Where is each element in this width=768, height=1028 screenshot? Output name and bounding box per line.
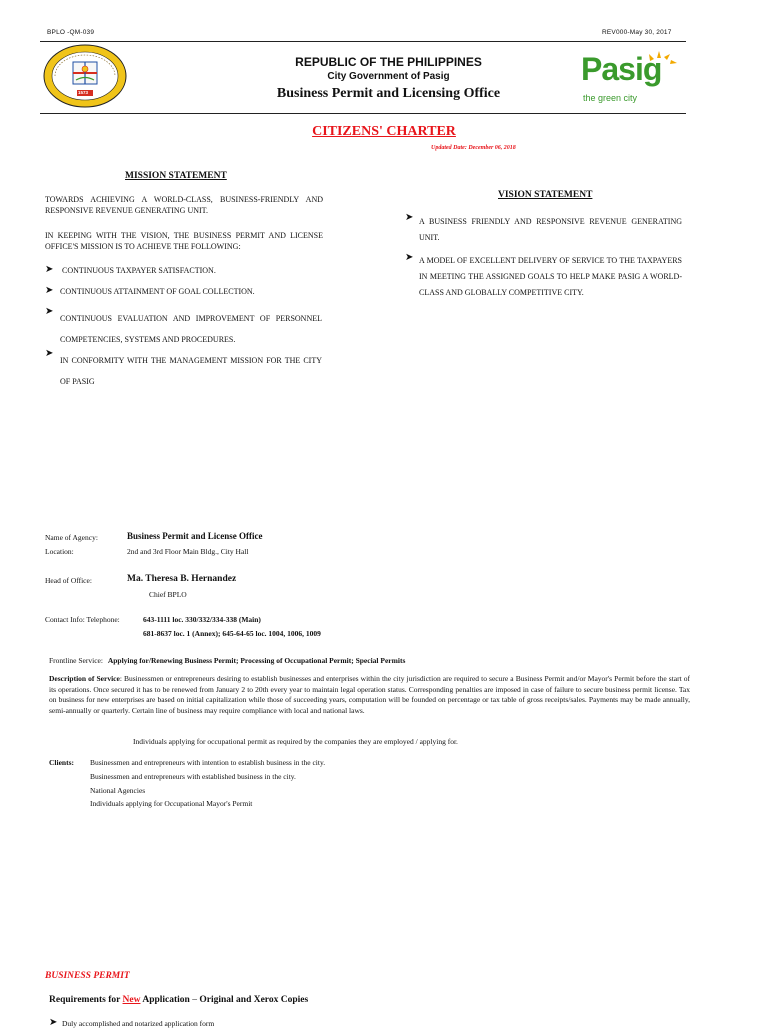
location-label: Location:: [45, 547, 74, 556]
req-suffix: Application: [140, 995, 190, 1005]
agency-name-value: Business Permit and License Office: [127, 531, 263, 541]
head-value: Ma. Theresa B. Hernandez: [127, 574, 237, 584]
mission-para-2: IN KEEPING WITH THE VISION, THE BUSINESS PERMIT AND LICENSE OFFICE'S MISSION IS TO ACHIEVE THE FOLLOWING:: [45, 231, 323, 251]
charter-title: CITIZENS' CHARTER: [312, 124, 456, 139]
city-seal: [43, 44, 127, 108]
head-title: Chief BPLO: [149, 590, 187, 599]
frontline-service: [49, 656, 405, 665]
vision-heading: VISION STATEMENT: [498, 190, 593, 200]
requirements-heading: [49, 995, 308, 1005]
contact-label: Contact Info: Telephone:: [45, 615, 120, 624]
requirement-bullet-icon: ➤: [49, 1017, 58, 1028]
req-dash: –: [189, 995, 200, 1005]
client-item: National Agencies: [90, 786, 146, 795]
req-new: New: [122, 995, 141, 1005]
vision-bullet-icon: ➤: [405, 252, 414, 263]
city-government: City Government of Pasig: [327, 71, 450, 82]
vision-item-2: A MODEL OF EXCELLENT DELIVERY OF SERVICE TO THE TAXPAYERS IN MEETING THE ASSIGNED GOALS TO HELP MAKE PASIG A WORLD-CLASS AND GLOBALLY COMPETITIVE CITY.: [419, 256, 682, 297]
vision-bullet-icon: ➤: [405, 212, 414, 223]
office-name: Business Permit and Licensing Office: [276, 86, 501, 101]
mission-item-2: CONTINUOUS ATTAINMENT OF GOAL COLLECTION.: [60, 287, 255, 296]
logo-tagline: the green city: [583, 93, 638, 103]
republic-heading: REPUBLIC OF THE PHILIPPINES: [295, 55, 482, 69]
doc-code-right: REV000-May 30, 2017: [602, 29, 672, 36]
description-of-service: [49, 674, 690, 716]
requirement-item: Duly accomplished and notarized application form: [62, 1019, 215, 1028]
mission-para-1: TOWARDS ACHIEVING A WORLD-CLASS, BUSINESS-FRIENDLY AND RESPONSIVE REVENUE GENERATING UNIT.: [45, 195, 323, 215]
mission-item-4: IN CONFORMITY WITH THE MANAGEMENT MISSION FOR THE CITY OF PASIG: [60, 356, 322, 386]
frontline-value: Applying for/Renewing Business Permit; Processing of Occupational Permit; Special Permits: [107, 656, 406, 665]
business-permit-heading: BUSINESS PERMIT: [45, 971, 130, 981]
doc-code-left: BPLO -QM-039: [47, 29, 95, 36]
description-extra: Individuals applying for occupational permit as required by the companies they are employed / applying for.: [133, 737, 458, 746]
agency-name-label: Name of Agency:: [45, 533, 98, 542]
contact-line-2: 681-8637 loc. 1 (Annex); 645-64-65 loc. 1004, 1006, 1009: [143, 629, 321, 638]
updated-date: Updated Date: December 06, 2018: [431, 145, 516, 151]
mission-item-1: CONTINUOUS TAXPAYER SATISFACTION.: [62, 266, 216, 275]
description-text: : Businessmen or entrepreneurs desiring to establish businesses and enterprises within the city jurisdiction are required to secure a Business Permit and/or Mayor's Permit before the start of its operations. Once secured it has to be renewed from January 2 to 20th every year to maintain legal operation status. Corresponding penalties are imposed in case of failure to secure business permit license. Tax on business for new enterprises are based on initial capitalization while those of succeeding years, computation will be founded on percentage or tax table of gross receipts/sales. Payments may be made annually, semi-annually or quarterly. Certain line of business may require compliance with local and national laws.: [49, 674, 690, 715]
client-item: Businessmen and entrepreneurs with intention to establish business in the city.: [90, 758, 326, 767]
logo-wordmark: Pasig: [581, 51, 662, 87]
pasig-logo: [575, 45, 685, 107]
mission-item-3: CONTINUOUS EVALUATION AND IMPROVEMENT OF PERSONNEL COMPETENCIES, SYSTEMS AND PROCEDURES.: [60, 314, 322, 344]
mission-heading: MISSION STATEMENT: [125, 171, 227, 181]
frontline-label: Frontline Service:: [49, 656, 103, 665]
vision-item-1: A BUSINESS FRIENDLY AND RESPONSIVE REVENUE GENERATING UNIT.: [419, 217, 682, 242]
clients-label: Clients:: [49, 758, 74, 767]
mission-bullet-icon: ➤: [45, 264, 54, 275]
seal-year: 1573: [78, 90, 89, 95]
contact-line-1: 643-1111 loc. 330/332/334-338 (Main): [143, 615, 261, 624]
req-prefix: Requirements for: [49, 995, 123, 1005]
description-label: Description of Service: [49, 674, 120, 683]
mission-bullet-icon: ➤: [45, 348, 54, 359]
client-item: Businessmen and entrepreneurs with established business in the city.: [90, 772, 296, 781]
location-value: 2nd and 3rd Floor Main Bldg., City Hall: [127, 547, 249, 556]
mission-bullet-icon: ➤: [45, 306, 54, 317]
req-copies: Original and Xerox Copies: [199, 995, 309, 1005]
head-label: Head of Office:: [45, 576, 92, 585]
client-item: Individuals applying for Occupational Mayor's Permit: [90, 799, 253, 808]
mission-bullet-icon: ➤: [45, 285, 54, 296]
